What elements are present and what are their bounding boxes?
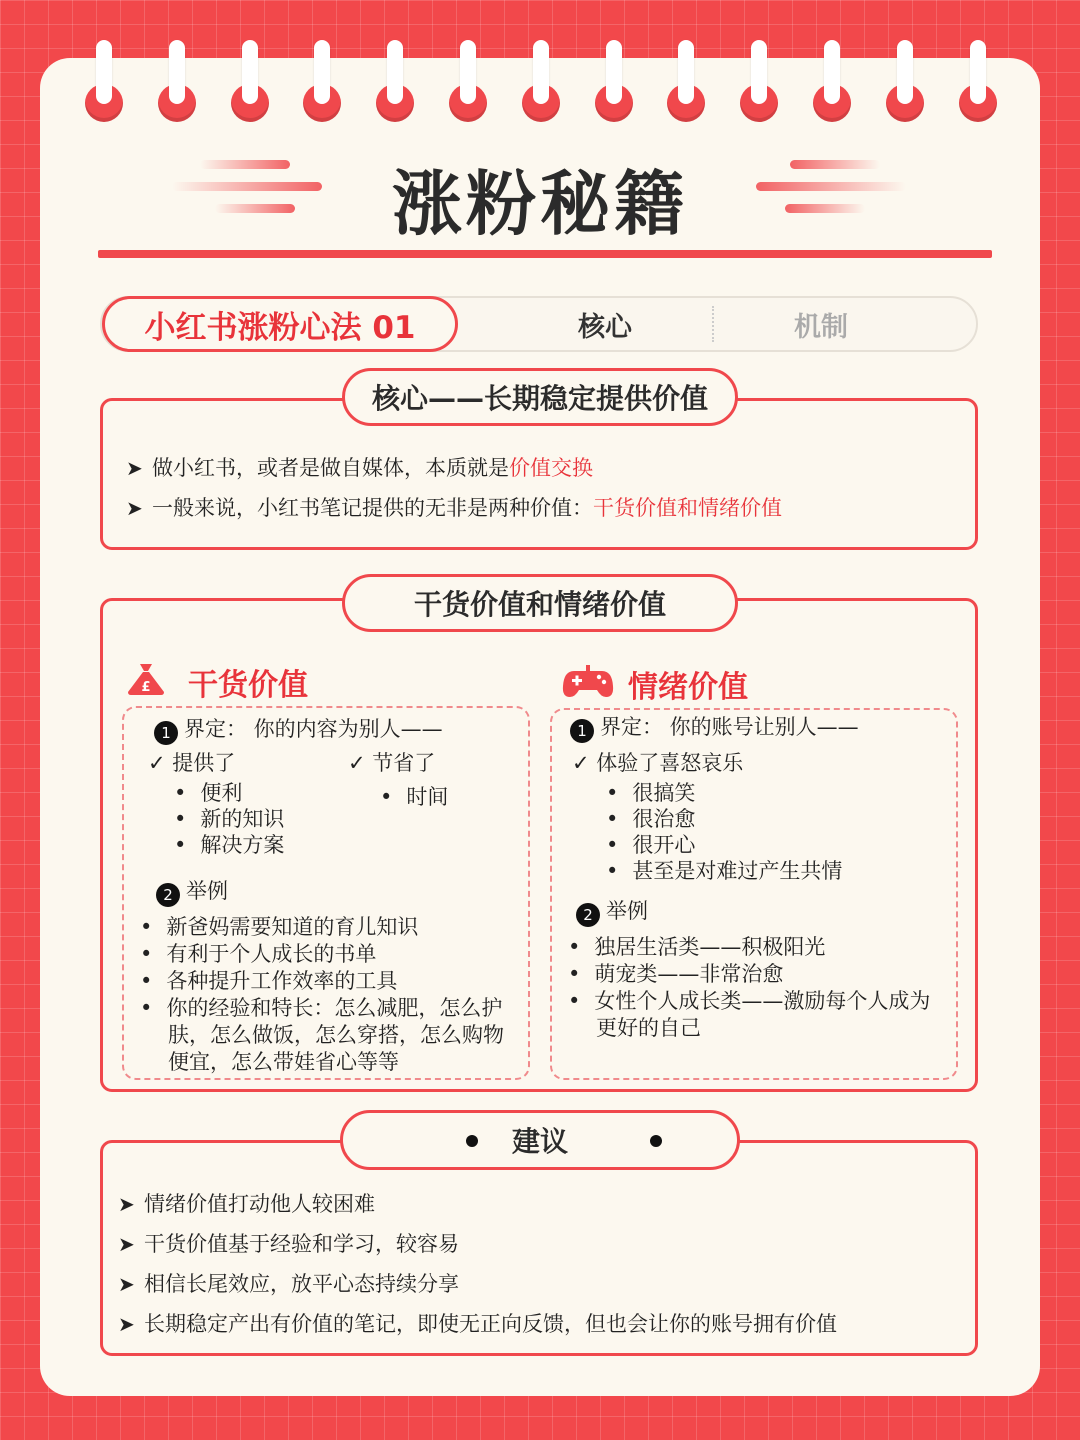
tab-separator xyxy=(712,306,714,342)
dry-example-text: 你的经验和特长：怎么减肥，怎么护 xyxy=(166,996,503,1020)
bullet: • xyxy=(568,935,581,959)
dry-example-text: 新爸妈需要知道的育儿知识 xyxy=(166,915,419,939)
dry-def-text: 界定： 你的内容为别人—— xyxy=(184,717,443,741)
advice-line-text: 情绪价值打动他人较困难 xyxy=(144,1192,375,1216)
emo-example-text: 独居生活类——积极阳光 xyxy=(594,935,826,959)
advice-line xyxy=(118,1188,375,1218)
bullet: • xyxy=(174,781,187,805)
tab-mechanism[interactable]: 机制 xyxy=(794,311,848,343)
arrow-icon: ➤ xyxy=(126,496,143,520)
bullet: • xyxy=(174,833,187,857)
money-bag-icon xyxy=(126,662,166,696)
dry-col1-item-text: 解决方案 xyxy=(200,833,285,857)
core-line-1-text: 做小红书，或者是做自媒体，本质就是 xyxy=(152,456,509,480)
number-two-icon: 2 xyxy=(156,883,180,907)
dry-example xyxy=(140,941,376,967)
dry-example-text: 各种提升工作效率的工具 xyxy=(166,969,398,993)
binding-ring xyxy=(746,40,772,118)
binding-ring xyxy=(528,40,554,118)
emo-example-label xyxy=(576,898,648,927)
number-one-icon: 1 xyxy=(154,721,178,745)
tab-active-series[interactable]: 小红书涨粉心法 01 xyxy=(102,296,458,352)
bullet: • xyxy=(140,915,153,939)
emo-item xyxy=(606,832,695,858)
emo-example xyxy=(568,934,825,960)
arrow-icon: ➤ xyxy=(118,1232,135,1256)
bullet: • xyxy=(140,942,153,966)
emo-item xyxy=(606,806,695,832)
emo-def-text: 界定： 你的账号让别人—— xyxy=(600,715,859,739)
bullet: • xyxy=(606,833,619,857)
advice-line-text: 干货价值基于经验和学习，较容易 xyxy=(144,1232,459,1256)
header-dot xyxy=(650,1135,662,1147)
emo-item-text: 很搞笑 xyxy=(632,781,696,805)
bullet: • xyxy=(568,989,581,1013)
advice-line xyxy=(118,1308,837,1338)
binding-ring xyxy=(309,40,335,118)
emo-def xyxy=(570,714,859,743)
page-title: 涨粉秘籍 xyxy=(392,163,688,245)
dry-example-label-text: 举例 xyxy=(186,879,228,903)
binding-ring xyxy=(601,40,627,118)
bullet: • xyxy=(140,996,153,1020)
core-line-2 xyxy=(126,492,782,522)
emo-example-text: 萌宠类——非常治愈 xyxy=(594,962,784,986)
emo-example xyxy=(568,988,930,1014)
bullet: • xyxy=(140,969,153,993)
bullet: • xyxy=(568,962,581,986)
number-one-icon: 1 xyxy=(570,719,594,743)
header-dot xyxy=(466,1135,478,1147)
core-line-1 xyxy=(126,452,593,482)
bullet: • xyxy=(606,859,619,883)
number-two-icon: 2 xyxy=(576,903,600,927)
dry-col1-item xyxy=(174,780,242,806)
gamepad-icon xyxy=(562,664,614,698)
bullet: • xyxy=(380,785,393,809)
bullet: • xyxy=(606,781,619,805)
title-underline xyxy=(98,250,992,258)
emo-example-label-text: 举例 xyxy=(606,899,648,923)
emo-item xyxy=(606,780,695,806)
bullet: • xyxy=(174,807,187,831)
tab-core[interactable]: 核心 xyxy=(578,311,632,343)
binding-ring xyxy=(455,40,481,118)
binding-ring xyxy=(819,40,845,118)
dry-def xyxy=(154,716,443,745)
dry-col1-item-text: 新的知识 xyxy=(200,807,285,831)
arrow-icon: ➤ xyxy=(118,1312,135,1336)
dry-col1-item xyxy=(174,806,284,832)
advice-line xyxy=(118,1228,459,1258)
emo-item-text: 甚至是对难过产生共情 xyxy=(632,859,843,883)
emo-example xyxy=(568,961,783,987)
dry-example xyxy=(140,914,418,940)
svg-text:£: £ xyxy=(141,680,151,695)
dry-example-cont: 便宜，怎么带娃省心等等 xyxy=(168,1050,399,1074)
emo-example-text: 女性个人成长类——激励每个人成为 xyxy=(594,989,931,1013)
section-core-header: 核心——长期稳定提供价值 xyxy=(342,368,738,426)
section-values-header: 干货价值和情绪价值 xyxy=(342,574,738,632)
bullet: • xyxy=(606,807,619,831)
emo-item xyxy=(606,858,842,884)
dry-example-cont: 肤，怎么做饭，怎么穿搭，怎么购物 xyxy=(168,1023,504,1047)
binding-ring xyxy=(164,40,190,118)
dry-col2-head: ✓ 节省了 xyxy=(348,751,436,775)
advice-line-text: 长期稳定产出有价值的笔记，即使无正向反馈，但也会让你的账号拥有价值 xyxy=(144,1312,837,1336)
advice-line xyxy=(118,1268,459,1298)
core-line-2-text: 一般来说，小红书笔记提供的无非是两种价值： xyxy=(152,496,593,520)
emo-item-text: 很开心 xyxy=(632,833,696,857)
binding-ring xyxy=(382,40,408,118)
dry-example xyxy=(140,968,397,994)
section-advice-header: 建议 xyxy=(340,1110,740,1170)
dry-col2-item xyxy=(380,784,448,810)
emo-item-text: 很治愈 xyxy=(632,807,696,831)
dry-example xyxy=(140,995,502,1021)
arrow-icon: ➤ xyxy=(118,1272,135,1296)
dry-example-label xyxy=(156,878,228,907)
dry-col1-item xyxy=(174,832,284,858)
arrow-icon: ➤ xyxy=(126,456,143,480)
core-line-2-highlight: 干货价值和情绪价值 xyxy=(593,496,782,520)
dry-example-text: 有利于个人成长的书单 xyxy=(166,942,377,966)
emotional-value-heading: 情绪价值 xyxy=(628,670,748,705)
emo-example-cont: 更好的自己 xyxy=(596,1016,701,1040)
dry-col1-head: ✓ 提供了 xyxy=(148,751,236,775)
dry-value-heading: 干货价值 xyxy=(188,668,308,703)
binding-ring xyxy=(91,40,117,118)
advice-line-text: 相信长尾效应，放平心态持续分享 xyxy=(144,1272,459,1296)
binding-ring xyxy=(673,40,699,118)
core-line-1-highlight: 价值交换 xyxy=(509,456,593,480)
binding-ring xyxy=(892,40,918,118)
emo-head: ✓ 体验了喜怒哀乐 xyxy=(572,751,744,775)
binding-ring xyxy=(237,40,263,118)
dry-col2-item-text: 时间 xyxy=(406,785,449,809)
dry-col1-item-text: 便利 xyxy=(200,781,243,805)
arrow-icon: ➤ xyxy=(118,1192,135,1216)
binding-ring xyxy=(965,40,991,118)
